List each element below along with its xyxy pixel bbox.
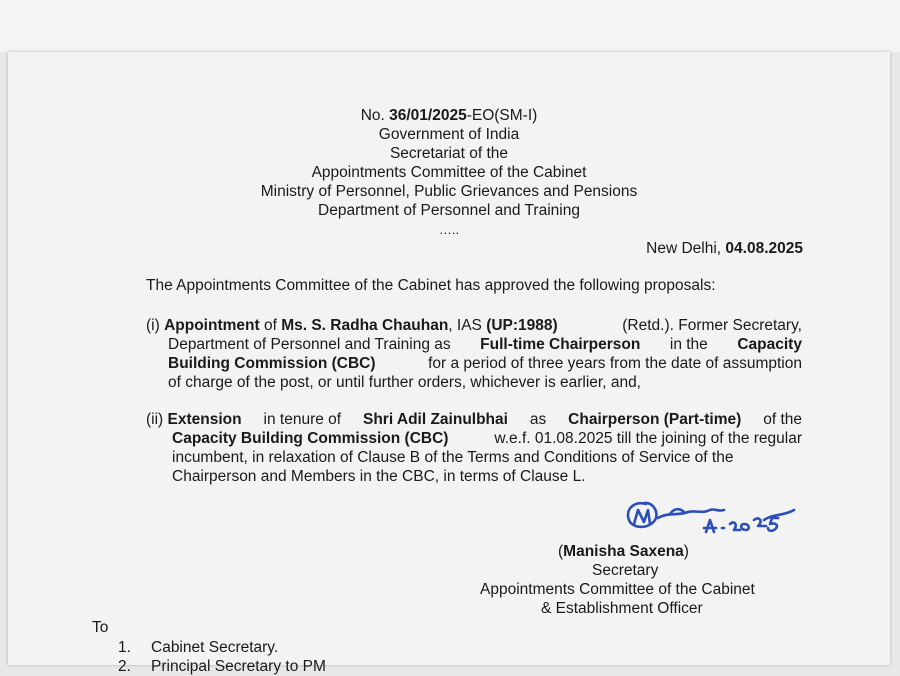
recipients-to-label: To: [92, 619, 109, 636]
proposal-1-line-3: Building Commission (CBC) for a period of three years from the date of assumption: [168, 355, 802, 372]
signatory-organisation: Appointments Committee of the Cabinet: [480, 581, 755, 598]
header-separator-dots: …..: [438, 222, 460, 237]
signatory-role: & Establishment Officer: [541, 600, 703, 617]
header-line-department: Department of Personnel and Training: [318, 202, 580, 219]
recipient-number: 1.: [118, 639, 131, 656]
intro-text: The Appointments Committee of the Cabinet has approved the following proposals:: [146, 277, 716, 294]
recipient-text: Cabinet Secretary.: [151, 639, 279, 656]
recipient-number: 2.: [118, 658, 131, 675]
reference-number: No. 36/01/2025-EO(SM-I): [360, 107, 538, 124]
proposal-1-line-2: Department of Personnel and Training as Full-time Chairperson in the Capacity: [168, 336, 802, 353]
proposal-2-line-4: Chairperson and Members in the CBC, in terms of Clause L.: [172, 468, 586, 485]
proposal-2-line-3: incumbent, in relaxation of Clause B of the Terms and Conditions of Service of the: [172, 449, 734, 466]
proposal-2-line-2: Capacity Building Commission (CBC) w.e.f. 01.08.2025 till the joining of the regular: [172, 430, 802, 447]
proposal-1-line-4: of charge of the post, or until further orders, whichever is earlier, and,: [168, 374, 641, 391]
document-page: [8, 52, 890, 675]
place-date: New Delhi, 04.08.2025: [646, 240, 803, 257]
header-line-government: Government of India: [378, 126, 520, 143]
handwritten-signature: [618, 490, 808, 550]
signatory-name: (Manisha Saxena): [558, 543, 689, 560]
proposal-1: [146, 316, 802, 392]
header-line-committee: Appointments Committee of the Cabinet: [311, 164, 587, 181]
viewer-background: [0, 0, 900, 52]
header-line-ministry: Ministry of Personnel, Public Grievances and Pensions: [260, 183, 638, 200]
proposal-2: [146, 410, 802, 486]
signatory-designation: Secretary: [592, 562, 659, 579]
header-line-secretariat: Secretariat of the: [389, 145, 509, 162]
recipient-text: Principal Secretary to PM: [151, 658, 326, 675]
proposal-2-line-1: (ii) Extension in tenure of Shri Adil Zainulbhai as Chairperson (Part-time) of the: [146, 411, 802, 428]
proposal-1-line-1: (i) Appointment of Ms. S. Radha Chauhan, IAS (UP:1988) (Retd.). Former Secretary,: [146, 317, 802, 334]
